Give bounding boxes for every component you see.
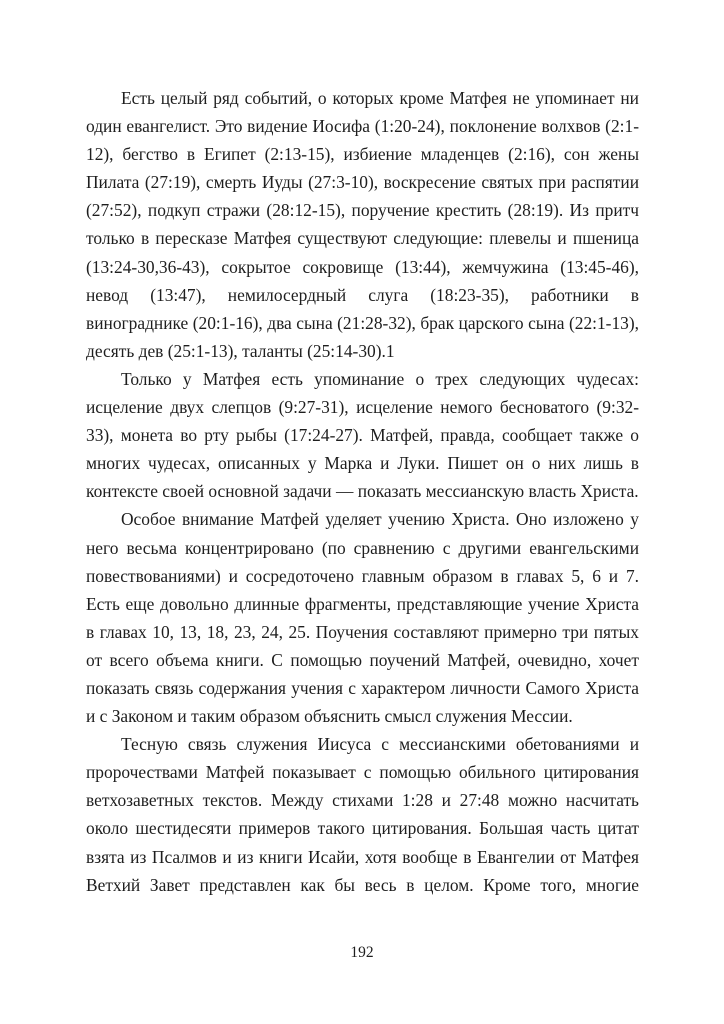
paragraph-prophecies: Тесную связь служения Иисуса с мессианскими обетованиями и пророчествами Матфей показывает с помощью обильного цитирования ветхозаветных текстов. Между стихами 1:28 и 27:48 можно насчитать около шестидесяти примеров такого цитирования. Большая часть цитат взята из Псалмов и из книги Исайи, хотя вообще в Евангелии от Матфея Ветхий Завет представлен как бы весь в целом. Кроме того, многие [86, 734, 639, 895]
paragraph-unique-events: Есть целый ряд событий, о которых кроме Матфея не упоминает ни один евангелист. Это видение Иосифа (1:20-24), поклонение волхвов (2:1-12), бегство в Египет (2:13-15), избиение младенцев (2:16), сон жены Пилата (27:19), смерть Иуды (27:3-10), воскресение святых при распятии (27:52), подкуп стражи (28:12-15), поручение крестить (28:19). Из притч только в пересказе Матфея существуют следующие: плевелы и пшеница (13:24-30,36-43), сокрытое сокровище (13:44), жемчужина (13:45-46), невод (13:47), немилосердный слуга (18:23-35), работники в винограднике (20:1-16), два сына (21:28-32), брак царского сына (22:1-13), десять дев (25:1-13), таланты (25:14-30).1 [86, 88, 639, 361]
page-number: 192 [350, 944, 374, 961]
body-text [86, 84, 639, 899]
paragraph-teaching: Особое внимание Матфей уделяет учению Христа. Оно изложено у него весьма концентрировано (по сравнению с другими евангельскими повествованиями) и сосредоточено главным образом в главах 5, 6 и 7. Есть еще довольно длинные фрагменты, представляющие учение Христа в главах 10, 13, 18, 23, 24, 25. Поучения составляют примерно три пятых от всего объема книги. С помощью поучений Матфей, очевидно, хочет показать связь содержания учения с характером личности Самого Христа и с Законом и таким образом объяснить смысл служения Мессии. [86, 509, 639, 727]
paragraph-miracles: Только у Матфея есть упоминание о трех следующих чудесах: исцеление двух слепцов (9:27-31), исцеление немого бесноватого (9:32-33), монета во рту рыбы (17:24-27). Матфей, правда, сообщает также о многих чудесах, описанных у Марка и Луки. Пишет он о них лишь в контексте своей основной задачи — показать мессианскую власть Христа. [86, 368, 639, 502]
